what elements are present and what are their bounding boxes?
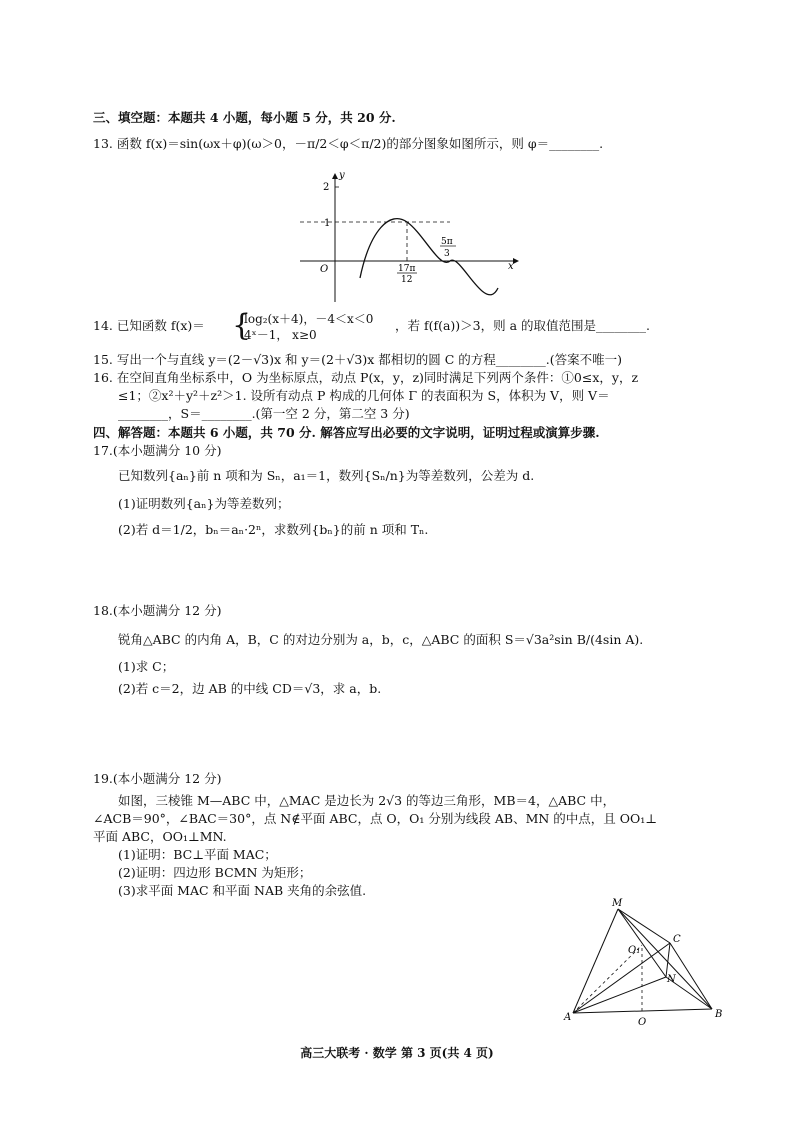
q19-part2: (2)证明：四边形 BCMN 为矩形； [118, 865, 312, 880]
q19-stem2: ∠ACB＝90°，∠BAC＝30°，点 N∉平面 ABC，点 O，O₁ 分别为线段 AB、MN 的中点，且 OO₁⊥ [93, 811, 658, 826]
label-B: B [715, 1009, 723, 1020]
x-axis-label: x [508, 261, 514, 272]
label-C: C [673, 934, 681, 945]
q13-sine-graph [290, 170, 530, 305]
q18-part2: (2)若 c＝2，边 AB 的中线 CD＝√3，求 a，b. [118, 681, 382, 696]
origin-label: O [320, 264, 329, 275]
y-tick-1: 1 [324, 218, 331, 229]
q18-part1: (1)求 C； [118, 659, 175, 674]
q17-stem: 已知数列{aₙ}前 n 项和为 Sₙ，a₁＝1，数列{Sₙ/n}为等差数列，公差为 d. [118, 468, 535, 483]
q14-case2: 4ˣ－1， x≥0 [244, 328, 317, 342]
q14-suffix: ，若 f(f(a))＞3，则 a 的取值范围是________. [395, 318, 651, 333]
q14-case1: log₂(x＋4)，－4＜x＜0 [244, 312, 374, 326]
x-mark-17pi12-num: 17π [398, 264, 416, 274]
label-A: A [564, 1012, 572, 1023]
label-O1: O₁ [628, 945, 641, 956]
q16-line2: ≤1；②x²＋y²＋z²＞1. 设所有动点 P 构成的几何体 Γ 的表面积为 S，体积为 V，则 V＝ [118, 388, 610, 403]
x-mark-5pi3-den: 3 [444, 249, 450, 259]
q17-part1: (1)证明数列{aₙ}为等差数列； [118, 496, 290, 511]
q18-title: 18.(本小题满分 12 分) [93, 603, 222, 618]
q19-pyramid-figure [560, 895, 735, 1030]
q19-title: 19.(本小题满分 12 分) [93, 771, 222, 786]
label-M: M [612, 898, 623, 909]
q16-line3: ________，S＝________.(第一空 2 分，第二空 3 分) [118, 406, 410, 421]
section4-heading: 四、解答题：本题共 6 小题，共 70 分. 解答应写出必要的文字说明，证明过程或演算步骤. [93, 425, 600, 440]
q13-text: 13. 函数 f(x)＝sin(ωx＋φ)(ω＞0，－π/2＜φ＜π/2)的部分图象如图所示，则 φ＝________. [93, 136, 604, 151]
label-O: O [638, 1017, 647, 1028]
q17-part2: (2)若 d＝1/2，bₙ＝aₙ·2ⁿ，求数列{bₙ}的前 n 项和 Tₙ. [118, 522, 429, 537]
y-tick-2: 2 [323, 182, 330, 193]
sine-curve [360, 219, 498, 295]
q17-title: 17.(本小题满分 10 分) [93, 443, 222, 458]
q15-text: 15. 写出一个与直线 y＝(2－√3)x 和 y＝(2＋√3)x 都相切的圆 C 的方程________.(答案不唯一) [93, 352, 622, 367]
q19-stem1: 如图，三棱锥 M—ABC 中，△MAC 是边长为 2√3 的等边三角形，MB＝4，△ABC 中， [118, 793, 616, 808]
q19-part1: (1)证明：BC⊥平面 MAC； [118, 847, 277, 862]
x-mark-17pi12-den: 12 [401, 275, 413, 285]
section3-heading: 三、填空题：本题共 4 小题，每小题 5 分，共 20 分. [93, 110, 396, 125]
q14-brace: { [232, 308, 252, 343]
label-N: N [667, 974, 676, 985]
q19-stem3: 平面 ABC，OO₁⊥MN. [93, 829, 227, 844]
q16-line1: 16. 在空间直角坐标系中，O 为坐标原点，动点 P(x，y，z)同时满足下列两个条件：①0≤x，y，z [93, 370, 639, 385]
q18-stem: 锐角△ABC 的内角 A，B，C 的对边分别为 a，b，c，△ABC 的面积 S＝√3a²sin B/(4sin A). [118, 632, 644, 647]
page-footer: 高三大联考 · 数学 第 3 页(共 4 页) [300, 1046, 494, 1060]
x-mark-5pi3-num: 5π [441, 237, 453, 247]
y-axis-label: y [339, 170, 345, 181]
q14-prefix: 14. 已知函数 f(x)＝ [93, 318, 205, 333]
q19-part3: (3)求平面 MAC 和平面 NAB 夹角的余弦值. [118, 883, 367, 898]
